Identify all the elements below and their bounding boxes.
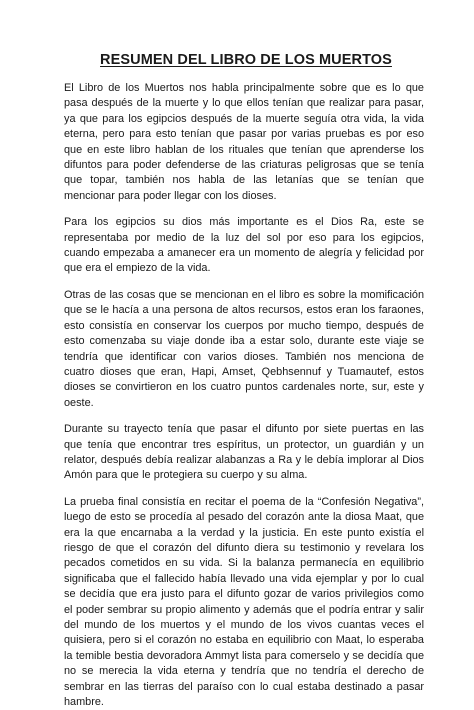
paragraph-dios-ra: Para los egipcios su dios más importante es el Dios Ra, este se representaba por medio de la luz del sol por eso para los egipcios, cuando empezaba a amanecer era un momento de alegría y felicidad por que era el empiezo de la vida. — [64, 216, 424, 275]
paragraph-trayecto: Durante su trayecto tenía que pasar el difunto por siete puertas en las que tenía que encontrar tres espíritus, un protector, un guardián y un relator, después debía realizar alabanzas a Ra y le debía implorar al Dios Amón para que le protegiera su cuerpo y su alma. — [64, 423, 424, 482]
paragraph-prueba-final: La prueba final consistía en recitar el poema de la “Confesión Negativa”, luego de esto se procedía al pesado del corazón ante la diosa Maat, que era la que encarnaba a la verdad y la justicia. En este punto existía el riesgo de que el corazón del difunto diera su testimonio y revelara los pecados cometidos en su vida. Si la balanza permanecía en equilibrio significaba que el fallecido había llevado una vida ejemplar y por lo cual se decidía que era justo para el difunto gozar de varios privilegios como el poder sembrar su propio alimento y además que el podría entrar y salir del mundo de los muertos y el mundo de los vivos cuantas veces el quisiera, pero si el corazón no estaba en equilibrio con Maat, lo esperaba la temible bestia devoradora Ammyt lista para comerselo y se decidía que no se merecia la vida eterna y tendría que no tendría el derecho de sembrar en las tierras del paraíso con lo cual estaba destinado a pasar hambre. — [64, 495, 424, 709]
document-title: RESUMEN DEL LIBRO DE LOS MUERTOS — [100, 52, 392, 68]
paragraph-intro: El Libro de los Muertos nos habla principalmente sobre que es lo que pasa después de la muerte y lo que ellos tenían que realizar para pasar, ya que para los egipcios después de la muerte seguía otra vida, la vida eterna, pero para esto tenían que pasar por varias pruebas es por eso que en este libro hablan de los rituales que tenían que aprenderse los difuntos para poder defenderse de las criaturas peligrosas que se tenía que topar, también nos habla de las letanías que se tenían que mencionar para poder llegar con los dioses. — [64, 82, 424, 202]
paragraph-momificacion: Otras de las cosas que se mencionan en el libro es sobre la momificación que se le hacía a una persona de altos recursos, estos eran los faraones, esto consistía en conservar los cuerpos por mucho tiempo, después de esto comenzaba su viaje donde iba a estar solo, durante este viaje se tendría que identificar con varios dioses. También nos menciona de cuatro dioses que eran, Hapi, Amset, Qebhsennuf y Tuamautef, estos dioses se convirtieron en los cuatro puntos cardenales norte, sur, este y oeste. — [64, 288, 424, 409]
